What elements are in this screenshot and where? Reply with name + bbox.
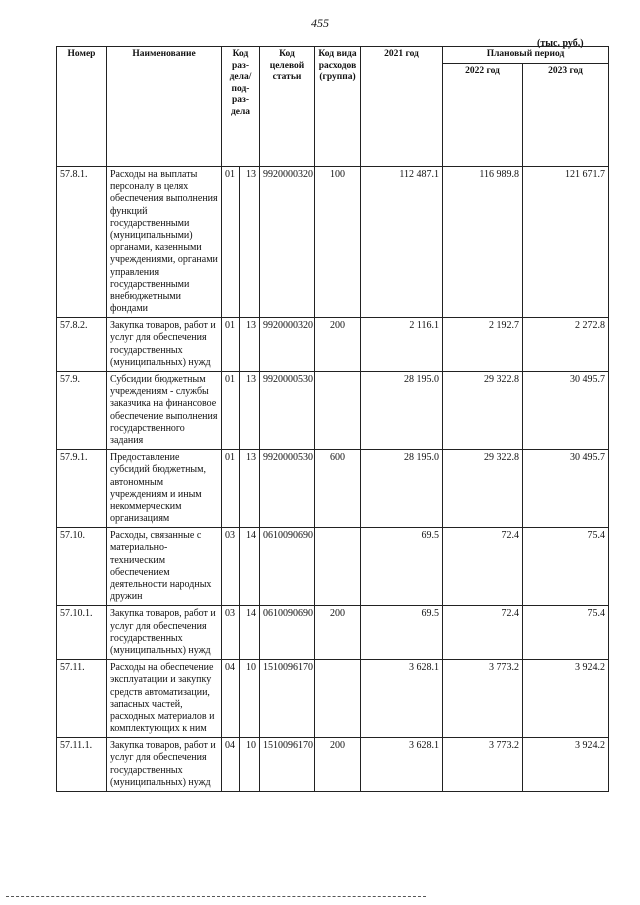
row-subsection: 14 bbox=[240, 606, 260, 660]
header-target-code: Код целевой статьи bbox=[260, 47, 315, 167]
row-section: 01 bbox=[222, 372, 240, 450]
row-value-2022: 3 773.2 bbox=[443, 738, 523, 792]
row-expense-type bbox=[315, 660, 361, 738]
row-value-2022: 29 322.8 bbox=[443, 372, 523, 450]
row-subsection: 13 bbox=[240, 450, 260, 528]
table-header bbox=[57, 47, 609, 167]
row-number: 57.9. bbox=[57, 372, 107, 450]
table-row bbox=[57, 660, 609, 738]
footer-divider bbox=[6, 896, 426, 897]
row-section: 03 bbox=[222, 606, 240, 660]
row-subsection: 10 bbox=[240, 660, 260, 738]
header-number: Номер bbox=[57, 47, 107, 167]
row-value-2023: 121 671.7 bbox=[523, 167, 609, 318]
header-name: Наименование bbox=[107, 47, 222, 167]
table-row bbox=[57, 450, 609, 528]
row-value-2023: 3 924.2 bbox=[523, 660, 609, 738]
header-section-code: Код раз-дела/ под-раз-дела bbox=[222, 47, 260, 167]
row-value-2023: 30 495.7 bbox=[523, 450, 609, 528]
row-number: 57.10. bbox=[57, 528, 107, 606]
header-planned-period: Плановый период bbox=[443, 47, 609, 64]
row-number: 57.10.1. bbox=[57, 606, 107, 660]
row-value-2023: 75.4 bbox=[523, 528, 609, 606]
row-value-2022: 2 192.7 bbox=[443, 318, 523, 372]
table-row bbox=[57, 528, 609, 606]
row-subsection: 13 bbox=[240, 372, 260, 450]
table-row bbox=[57, 606, 609, 660]
row-value-2021: 3 628.1 bbox=[361, 660, 443, 738]
row-value-2021: 112 487.1 bbox=[361, 167, 443, 318]
row-name: Субсидии бюджетным учреждениям - службы заказчика на финансовое обеспечение выполнения государственного задания bbox=[107, 372, 222, 450]
row-subsection: 14 bbox=[240, 528, 260, 606]
row-target-code: 9920000320 bbox=[260, 318, 315, 372]
row-number: 57.8.1. bbox=[57, 167, 107, 318]
table-row bbox=[57, 318, 609, 372]
row-number: 57.11.1. bbox=[57, 738, 107, 792]
row-target-code: 9920000530 bbox=[260, 450, 315, 528]
table-body bbox=[57, 167, 609, 792]
header-expense-type-code: Код вида расходов (группа) bbox=[315, 47, 361, 167]
budget-table bbox=[56, 46, 609, 792]
row-value-2023: 2 272.8 bbox=[523, 318, 609, 372]
row-value-2022: 72.4 bbox=[443, 606, 523, 660]
header-year-2022: 2022 год bbox=[443, 64, 523, 167]
row-expense-type: 200 bbox=[315, 606, 361, 660]
row-expense-type: 100 bbox=[315, 167, 361, 318]
row-value-2022: 29 322.8 bbox=[443, 450, 523, 528]
table-row bbox=[57, 738, 609, 792]
row-value-2021: 3 628.1 bbox=[361, 738, 443, 792]
row-value-2023: 30 495.7 bbox=[523, 372, 609, 450]
row-section: 04 bbox=[222, 738, 240, 792]
row-target-code: 1510096170 bbox=[260, 738, 315, 792]
table-row bbox=[57, 167, 609, 318]
row-target-code: 0610090690 bbox=[260, 606, 315, 660]
row-section: 01 bbox=[222, 167, 240, 318]
row-name: Предоставление субсидий бюджетным, автономным учреждениям и иным некоммерческим организациям bbox=[107, 450, 222, 528]
row-expense-type: 200 bbox=[315, 318, 361, 372]
row-target-code: 9920000320 bbox=[260, 167, 315, 318]
row-name: Расходы на выплаты персоналу в целях обеспечения выполнения функций государственными (муниципальными) органами, казенными учреждениями, органами управления государственными внебюджетными фондами bbox=[107, 167, 222, 318]
row-number: 57.9.1. bbox=[57, 450, 107, 528]
units-label: (тыс. руб.) bbox=[537, 38, 584, 49]
row-number: 57.8.2. bbox=[57, 318, 107, 372]
row-expense-type bbox=[315, 528, 361, 606]
header-year-2023: 2023 год bbox=[523, 64, 609, 167]
row-target-code: 9920000530 bbox=[260, 372, 315, 450]
row-subsection: 13 bbox=[240, 167, 260, 318]
row-target-code: 1510096170 bbox=[260, 660, 315, 738]
row-value-2021: 2 116.1 bbox=[361, 318, 443, 372]
row-section: 01 bbox=[222, 318, 240, 372]
row-section: 01 bbox=[222, 450, 240, 528]
row-name: Расходы на обеспечение эксплуатации и закупку средств автоматизации, запасных частей, расходных материалов и комплектующих к ним bbox=[107, 660, 222, 738]
row-expense-type: 200 bbox=[315, 738, 361, 792]
row-section: 03 bbox=[222, 528, 240, 606]
row-subsection: 13 bbox=[240, 318, 260, 372]
table-row bbox=[57, 372, 609, 450]
row-value-2022: 3 773.2 bbox=[443, 660, 523, 738]
row-name: Закупка товаров, работ и услуг для обеспечения государственных (муниципальных) нужд bbox=[107, 738, 222, 792]
row-name: Закупка товаров, работ и услуг для обеспечения государственных (муниципальных) нужд bbox=[107, 606, 222, 660]
row-value-2022: 72.4 bbox=[443, 528, 523, 606]
row-value-2021: 69.5 bbox=[361, 528, 443, 606]
row-name: Расходы, связанные с материально-техническим обеспечением деятельности народных дружин bbox=[107, 528, 222, 606]
row-expense-type: 600 bbox=[315, 450, 361, 528]
row-value-2021: 28 195.0 bbox=[361, 450, 443, 528]
page-number: 455 bbox=[311, 16, 329, 30]
row-value-2021: 28 195.0 bbox=[361, 372, 443, 450]
row-subsection: 10 bbox=[240, 738, 260, 792]
row-value-2022: 116 989.8 bbox=[443, 167, 523, 318]
row-section: 04 bbox=[222, 660, 240, 738]
row-number: 57.11. bbox=[57, 660, 107, 738]
row-target-code: 0610090690 bbox=[260, 528, 315, 606]
header-year-2021: 2021 год bbox=[361, 47, 443, 167]
row-value-2023: 3 924.2 bbox=[523, 738, 609, 792]
row-expense-type bbox=[315, 372, 361, 450]
row-value-2021: 69.5 bbox=[361, 606, 443, 660]
row-value-2023: 75.4 bbox=[523, 606, 609, 660]
row-name: Закупка товаров, работ и услуг для обеспечения государственных (муниципальных) нужд bbox=[107, 318, 222, 372]
